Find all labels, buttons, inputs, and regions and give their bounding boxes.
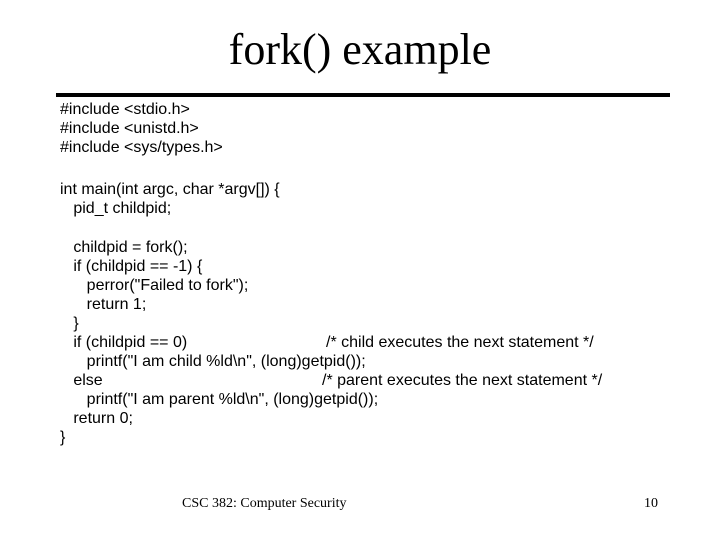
code-line: #include <unistd.h>: [60, 120, 199, 137]
footer-page-number: 10: [644, 496, 658, 511]
code-line: #include <stdio.h>: [60, 101, 190, 118]
code-line: #include <sys/types.h>: [60, 139, 223, 156]
code-line: else: [60, 372, 103, 389]
code-line: childpid = fork();: [60, 239, 188, 256]
slide-title: fork() example: [228, 25, 492, 74]
code-line: printf("I am child %ld\n", (long)getpid());: [60, 353, 366, 370]
footer-course: CSC 382: Computer Security: [182, 496, 347, 511]
code-line: printf("I am parent %ld\n", (long)getpid());: [60, 391, 379, 408]
code-line: return 0;: [60, 410, 133, 427]
code-line: if (childpid == 0): [60, 334, 188, 351]
code-line: pid_t childpid;: [60, 200, 172, 217]
code-line: }: [60, 429, 66, 446]
code-line: return 1;: [60, 296, 147, 313]
code-line: if (childpid == -1) {: [60, 258, 203, 275]
code-comment-parent: /* parent executes the next statement */: [322, 372, 603, 389]
code-line: }: [60, 315, 79, 332]
title-divider: [56, 93, 670, 97]
code-line: int main(int argc, char *argv[]) {: [60, 181, 280, 198]
code-comment-child: /* child executes the next statement */: [326, 334, 594, 351]
code-line: perror("Failed to fork");: [60, 277, 249, 294]
